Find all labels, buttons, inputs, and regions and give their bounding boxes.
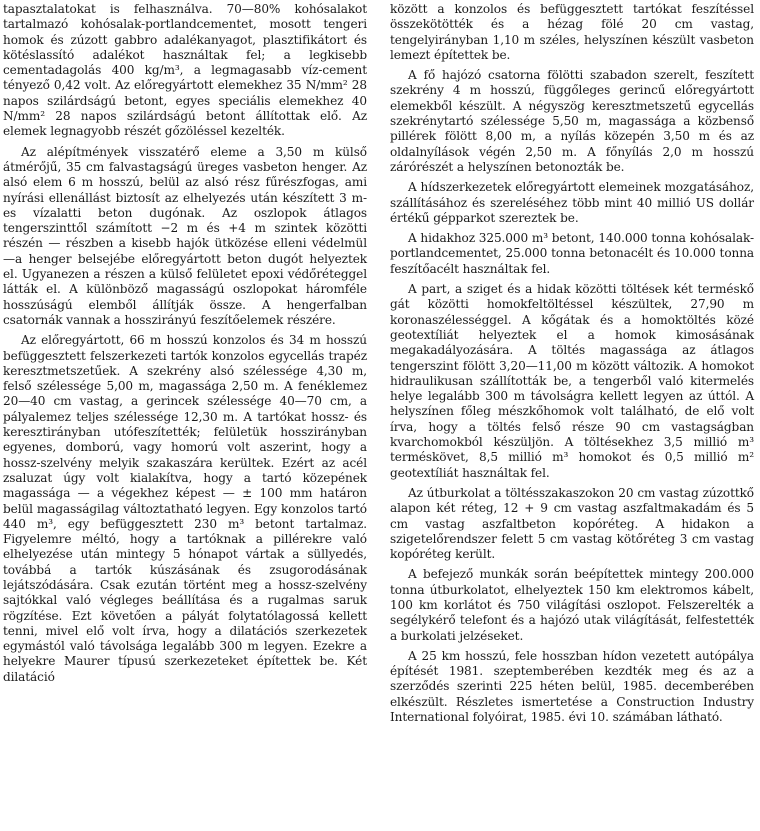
paragraph: tapasztalatokat is felhasználva. 70—80% kohósalakot tartalmazó kohósalak-portlandcementet, mosott tengeri homok és zúzott gabbro adalékanyagot, plasztifikátort és kötéslassító adalékot használtak fel; a legkisebb cementadagolás 400 kg/m³, a legmagasabb víz-cement tényező 0,42 volt. Az előregyártott elemekhez 35 N/mm² 28 napos szilárdságú betont, egyes speciális elemekhez 40 N/mm² 28 napos szilárdságú betont állítottak elő. Az elemek legnagyobb részét gőzöléssel kezelték. — [3, 2, 367, 139]
paragraph: A fő hajózó csatorna fölötti szabadon szerelt, feszített szekrény 4 m hosszú, függőleges gerincű előregyártott elemekből készült. A négyszög keresztmetszetű egycellás szekrénytartó szélessége 5,50 m, magassága a közbenső pillérek fölött 8,00 m, a nyílás közepén 3,50 m és az oldalnyílások végén 2,50 m. A főnyílás 2,0 m hosszú zárórészét a helyszínen betonozták be. — [390, 68, 754, 174]
paragraph: A befejező munkák során beépítettek mintegy 200.000 tonna útburkolatot, elhelyeztek 150 km elektromos kábelt, 100 km korlátot és 750 világítási oszlopot. Felszerelték a segélykérő telefont és a hajózó utak világítását, felfestették a burkolati jelzéseket. — [390, 567, 754, 643]
paragraph: között a konzolos és befüggesztett tartókat feszítéssel összekötötték és a hézag fölé 20 cm vastag, tengelyirányban 1,10 m széles, helyszínen készült vasbeton lemezt építettek be. — [390, 2, 754, 62]
paragraph: A hídszerkezetek előregyártott elemeinek mozgatásához, szállításához és szereléséhez több mint 40 millió US dollár értékű gépparkot szereztek be. — [390, 180, 754, 225]
paragraph: Az útburkolat a töltésszakaszokon 20 cm vastag zúzottkő alapon két réteg, 12 + 9 cm vastag aszfaltmakadám és 5 cm vastag aszfaltbeton kopóréteg. A hidakon a szigetelőrendszer felett 5 cm vastag kötőréteg 3 cm vastag kopóréteg került. — [390, 485, 754, 562]
paragraph: Az alépítmények visszatérő eleme a 3,50 m külső átmérőjű, 35 cm falvastagságú üreges vasbeton henger. Az alsó elem 6 m hosszú, belül az alsó rész fűrészfogas, ami nyírási ellenállást biztosít az elhelyezés után készített 3 m-es vízalatti beton dugónak. Az oszlopok átlagos tengerszinttől számított −2 m és +4 m szintek közötti részén — részben a kisebb hajók ütközése elleni védelmül —a henger belsejébe előregyártott beton dugót helyeztek el. Ugyanezen a részen a külső felületet epoxi védőréteggel látták el. A különböző magasságú oszlopokat háromféle hosszúságú elemből állítják össze. A hengerfalban csatornák vannak a hosszirányú feszítőelemek részére. — [3, 144, 367, 327]
paragraph: Az előregyártott, 66 m hosszú konzolos és 34 m hosszú befüggesztett felszerkezeti tartók konzolos egycellás trapéz keresztmetszetűek. A szekrény alsó szélessége 4,30 m, felső szélessége 5,00 m, magassága 2,50 m. A fenéklemez 20—40 cm vastag, a gerincek szélessége 40—70 cm, a pályalemez teljes szélessége 12,30 m. A tartókat hossz- és keresztirányban utófeszítették; felületük hosszirányban egyenes, domború, vagy homorú volt aszerint, hogy a hossz-szelvény melyik szakaszára kerültek. Ezért az acél zsaluzat úgy volt kialakítva, hogy a tartó közepének magassága — a végekhez képest — ± 100 mm határon belül magasságilag változtatható legyen. Egy konzolos tartó 440 m³, egy befüggesztett 230 m³ betont tartalmaz. Figyelemre méltó, hogy a tartóknak a pillérekre való elhelyezése után mintegy 5 hónapot vártak a süllyedés, továbbá a tartók kúszásának és zsugorodásának lejátszódására. Csak ezután történt meg a hossz-szelvény sajtókkal való végleges beállítása és a rugalmas saruk rögzítése. Ezt követően a pályát folytatólagossá kellett tenni, mivel elő volt írva, hogy a dilatációs szerkezetek egymástól való távolsága legalább 300 m legyen. Ezekre a helyekre Maurer típusú szerkezeteket építettek be. Két dilatáció — [3, 333, 367, 684]
paragraph: A part, a sziget és a hidak közötti töltések két terméskő gát közötti homokfeltöltéssel készültek, 27,90 m koronaszélességgel. A kőgátak és a homoktöltés közé geotextíliát helyeztek el a homok kimosásának megakadályozására. A töltés magassága az átlagos tengerszint fölött 3,20—11,00 m között változik. A homokot hidraulikusan szállították be, a tengerből való kitermelés helye legalább 300 m távolságra kellett legyen az úttól. A helyszínen főleg mészkőhomok volt található, de elő volt írva, hogy a töltés felső része 90 cm vastagságban kvarchomokból készüljön. A töltésekhez 3,5 millió m³ terméskövet, 8,5 millió m³ homokot és 0,5 millió m² geotextíliát használtak fel. — [390, 282, 754, 480]
paragraph: A 25 km hosszú, fele hosszban hídon vezetett autópálya építését 1981. szeptemberében kezdték meg és az a szerződés szerinti 225 héten belül, 1985. decemberében elkészült. Részletes ismertetése a Construction Industry International folyóirat, 1985. évi 10. számában látható. — [390, 648, 754, 725]
left-column — [3, 2, 367, 690]
paragraph: A hidakhoz 325.000 m³ betont, 140.000 tonna kohósalak-portlandcementet, 25.000 tonna betonacélt és 10.000 tonna feszítőacélt használtak fel. — [390, 231, 754, 276]
right-column — [390, 2, 754, 730]
